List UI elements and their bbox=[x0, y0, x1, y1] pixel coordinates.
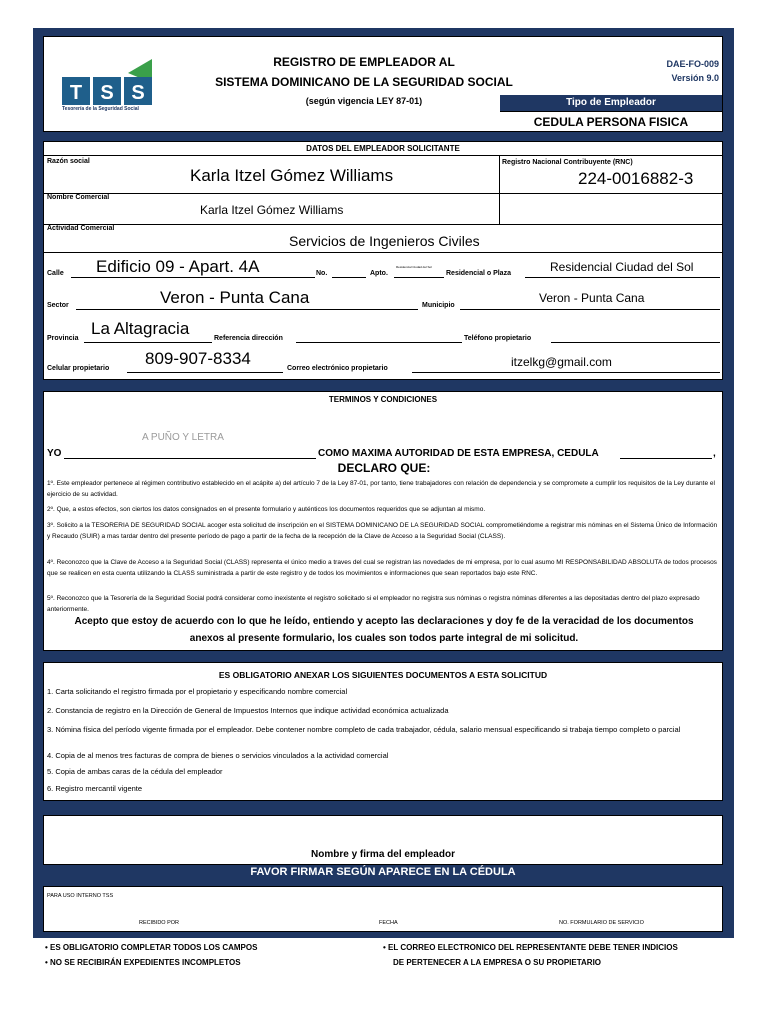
provincia-label: Provincia bbox=[47, 335, 79, 342]
razon-social-label: Razón social bbox=[47, 158, 90, 165]
terminos-panel bbox=[43, 391, 723, 651]
acepto-line2: anexos al presente formulario, los cuales son todos parte integral de mi solicitud. bbox=[189, 633, 579, 644]
calle-label: Calle bbox=[47, 270, 64, 277]
firma-banner: FAVOR FIRMAR SEGÚN APARECE EN LA CÉDULA bbox=[250, 866, 516, 878]
form-code: DAE-FO-009 bbox=[666, 59, 719, 69]
nombre-comercial-label: Nombre Comercial bbox=[47, 194, 110, 201]
tipo-empleador-value: CEDULA PERSONA FISICA bbox=[500, 111, 722, 132]
a-puno-y-letra: A PUÑO Y LETRA bbox=[142, 432, 224, 443]
telefono-label: Teléfono propietario bbox=[464, 335, 532, 342]
footer-note-4: DE PERTENECER A LA EMPRESA O SU PROPIETARIO bbox=[393, 958, 602, 967]
apto-label: Apto. bbox=[370, 270, 388, 277]
title-line2: SISTEMA DOMINICANO DE LA SEGURIDAD SOCIAL bbox=[215, 75, 513, 89]
firma-panel[interactable] bbox=[43, 815, 723, 865]
residencial-value[interactable]: Residencial Ciudad del Sol bbox=[550, 260, 694, 274]
anexos-title: ES OBLIGATORIO ANEXAR LOS SIGUIENTES DOCUMENTOS A ESTA SOLICITUD bbox=[218, 670, 548, 680]
formulario-label: NO. FORMULARIO DE SERVICIO bbox=[559, 920, 644, 926]
firma-label: Nombre y firma del empleador bbox=[311, 849, 455, 860]
correo-value[interactable]: itzelkg@gmail.com bbox=[511, 355, 612, 369]
sector-label: Sector bbox=[47, 302, 69, 309]
municipio-value[interactable]: Veron - Punta Cana bbox=[539, 291, 645, 305]
declaro-que: DECLARO QUE: bbox=[337, 461, 431, 475]
tipo-empleador-label: Tipo de Empleador bbox=[500, 95, 722, 111]
footer-note-3: • EL CORREO ELECTRONICO DEL REPRESENTANTE DEBE TENER INDICIOS bbox=[383, 943, 678, 952]
logo-tagline: Tesorería de la Seguridad Social bbox=[62, 106, 139, 112]
header-panel bbox=[43, 36, 723, 132]
anexo-item-2: 2. Constancia de registro en la Dirección de General de Impuestos Internos que indique actividad económica actualizada bbox=[47, 706, 449, 715]
svg-text:T: T bbox=[69, 82, 83, 104]
sector-value[interactable]: Veron - Punta Cana bbox=[160, 288, 310, 307]
svg-text:S: S bbox=[131, 82, 145, 104]
anexo-item-3: 3. Nómina física del período vigente firmada por el empleador. Debe contener nombre completo de cada trabajador, cédula, salario mensual especificando si trabaja tiempo completo o parcial bbox=[47, 725, 681, 734]
nombre-comercial-value[interactable]: Karla Itzel Gómez Williams bbox=[200, 203, 344, 217]
datos-section-title: DATOS DEL EMPLEADOR SOLICITANTE bbox=[306, 144, 460, 153]
title-line1: REGISTRO DE EMPLEADOR AL bbox=[273, 55, 455, 69]
terms-item-2: 2º. Que, a estos efectos, son ciertos los datos consignados en el presente formulario y auténticos los documentos requeridos que se adjuntan al mismo. bbox=[47, 506, 486, 513]
subtitle: (según vigencia LEY 87-01) bbox=[305, 96, 423, 106]
interno-panel bbox=[43, 886, 723, 932]
municipio-label: Municipio bbox=[422, 302, 455, 309]
recibido-por: RECIBIDO POR bbox=[139, 920, 180, 926]
footer-note-1: • ES OBLIGATORIO COMPLETAR TODOS LOS CAMPOS bbox=[45, 943, 258, 952]
anexos-panel bbox=[43, 662, 723, 801]
footer-note-2: • NO SE RECIBIRÁN EXPEDIENTES INCOMPLETOS bbox=[45, 958, 241, 967]
calle-value[interactable]: Edificio 09 - Apart. 4A bbox=[96, 257, 260, 276]
rnc-value[interactable]: 224-0016882-3 bbox=[578, 169, 694, 188]
terms-item-1: 1º. Este empleador pertenece al régimen contributivo establecido en el acápite a) del artículo 7 de la Ley 87-01, por tanto, tiene trabajadores con relación de dependencia y se compromete a cumplir los requisitos de la Ley durante el ejercicio de su actividad. bbox=[47, 480, 715, 498]
celular-label: Celular propietario bbox=[47, 365, 110, 372]
terms-item-5: 5º. Reconozco que la Tesorería de la Seguridad Social podrá considerar como inexistente el registro solicitado si el empleador no registra sus nóminas o registra nóminas diferentes a las depositadas dentro del plazo expresado anteriormente. bbox=[47, 595, 700, 613]
anexo-item-5: 5. Copia de ambas caras de la cédula del empleador bbox=[47, 767, 223, 776]
fecha-label: FECHA bbox=[379, 920, 398, 926]
interno-label: PARA USO INTERNO TSS bbox=[47, 893, 114, 899]
form-version: Versión 9.0 bbox=[671, 73, 719, 83]
terminos-title: TERMINOS Y CONDICIONES bbox=[328, 395, 438, 404]
celular-value[interactable]: 809-907-8334 bbox=[145, 349, 251, 368]
tss-logo bbox=[60, 55, 156, 115]
referencia-label: Referencia dirección bbox=[214, 335, 283, 342]
datos-panel bbox=[43, 141, 723, 380]
actividad-comercial-value[interactable]: Servicios de Ingenieros Civiles bbox=[289, 233, 480, 249]
yo-comma: , bbox=[713, 448, 716, 459]
rnc-label: Registro Nacional Contribuyente (RNC) bbox=[502, 159, 633, 166]
terms-item-3: 3º. Solicito a la TESORERIA DE SEGURIDAD SOCIAL acoger esta solicitud de inscripción en el SISTEMA DOMINICANO DE LA SEGURIDAD SOCIAL comprometiéndome a registrar mis nóminas en el Sistema Único de Información y Recaudo (SUIR) a mas tardar dentro del presente período de pago a partir de la fecha de la recepción de la Clave de Acceso a la Seguridad Social (CLASS). bbox=[47, 522, 718, 540]
anexo-item-6: 6. Registro mercantil vigente bbox=[47, 784, 143, 793]
provincia-value[interactable]: La Altagracia bbox=[91, 319, 190, 338]
anexo-item-1: 1. Carta solicitando el registro firmada por el propietario y especificando nombre comercial bbox=[47, 687, 348, 696]
svg-text:S: S bbox=[100, 82, 114, 104]
actividad-comercial-label: Actividad Comercial bbox=[47, 225, 115, 232]
autoridad-text: COMO MAXIMA AUTORIDAD DE ESTA EMPRESA, CEDULA bbox=[318, 448, 599, 459]
no-label: No. bbox=[316, 270, 328, 277]
razon-social-value[interactable]: Karla Itzel Gómez Williams bbox=[190, 166, 394, 185]
terms-item-4: 4º. Reconozco que la Clave de Acceso a la Seguridad Social (CLASS) representa el único medio a traves del cual se registran las novedades de mi empresa, por lo cual asumo MI RESPONSABILIDAD ABSOLUTA de todos procesos que se realicen en esta cuenta utilizando la CLASS suministrada a partir de este registro y de todos los movimientos e informaciones que sean reportados bajo este RNC. bbox=[47, 559, 717, 577]
acepto-line1: Acepto que estoy de acuerdo con lo que he leído, entiendo y acepto las declaraciones y doy fe de la veracidad de los documentos bbox=[74, 616, 694, 627]
yo-label: YO bbox=[47, 448, 62, 459]
residencial-tiny-value: Residencial Ciudad del Sol bbox=[396, 265, 432, 269]
residencial-label: Residencial o Plaza bbox=[446, 270, 511, 277]
correo-label: Correo electrónico propietario bbox=[287, 365, 388, 372]
anexo-item-4: 4. Copia de al menos tres facturas de compra de bienes o servicios vinculados a la actividad comercial bbox=[47, 751, 389, 760]
